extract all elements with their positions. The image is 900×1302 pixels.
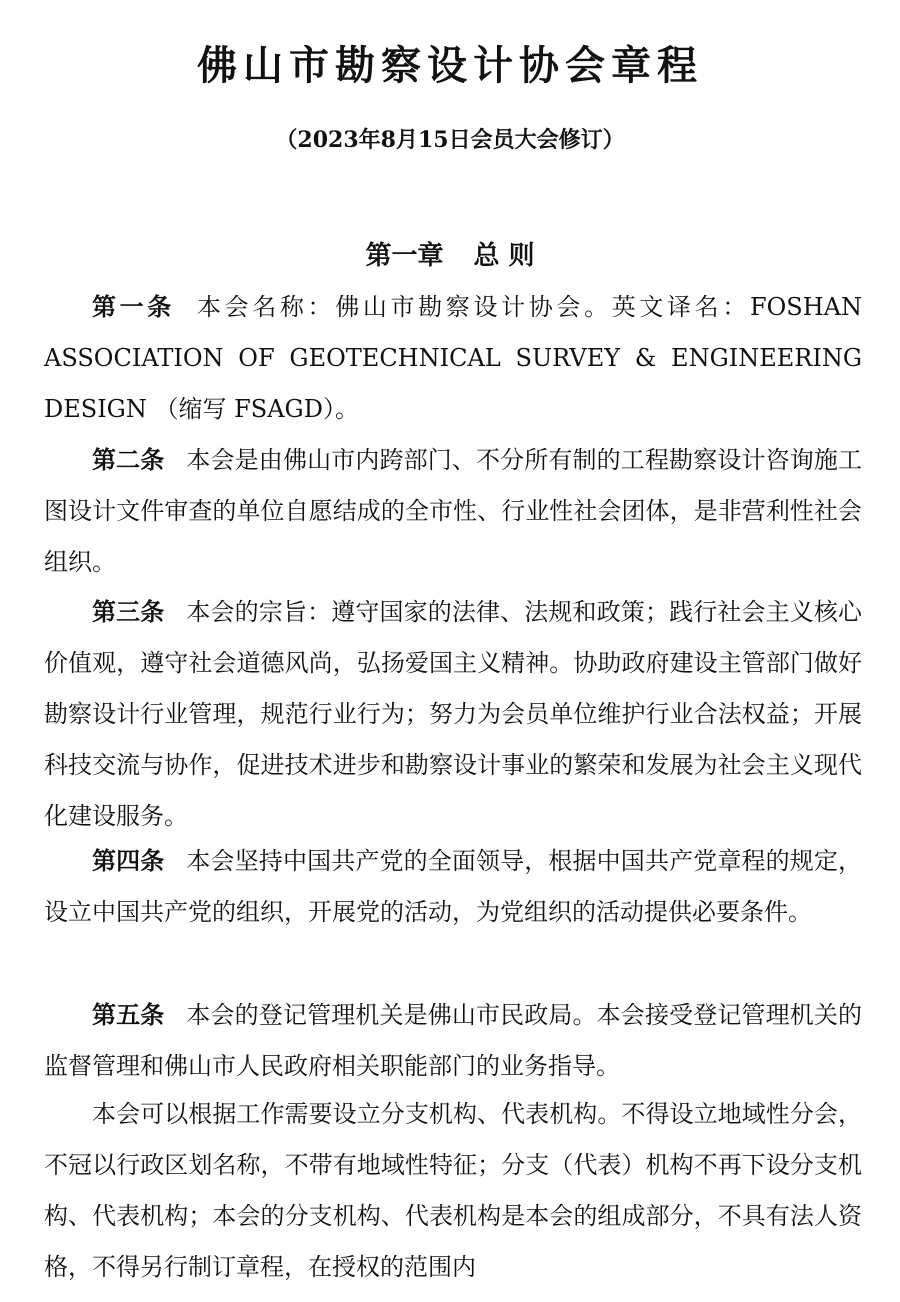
- article-text: 本会名称：佛山市勘察设计协会。英文译名：FOSHAN ASSOCIATION OF GEOTECHNICAL SURVEY & ENGINEERING DESIGN （缩写 FSAGD）。: [44, 293, 862, 423]
- article-5-paragraph: [44, 990, 862, 1092]
- article-number: 第四条: [92, 847, 165, 875]
- article-text: 本会坚持中国共产党的全面领导，根据中国共产党章程的规定，设立中国共产党的组织，开展党的活动，为党组织的活动提供必要条件。: [44, 847, 863, 926]
- article-2-paragraph: [44, 435, 862, 588]
- article-number: 第二条: [92, 446, 165, 474]
- article-text: 本会的宗旨：遵守国家的法律、法规和政策；践行社会主义核心价值观，遵守社会道德风尚，弘扬爱国主义精神。协助政府建设主管部门做好勘察设计行业管理，规范行业行为；努力为会员单位维护行业合法权益；开展科技交流与协作，促进技术进步和勘察设计事业的繁荣和发展为社会主义现代化建设服务。: [44, 598, 863, 830]
- article-number: 第五条: [92, 1001, 165, 1029]
- article-text: 本会的登记管理机关是佛山市民政局。本会接受登记管理机关的监督管理和佛山市人民政府相关职能部门的业务指导。: [44, 1001, 863, 1080]
- chapter-number: 第一章: [365, 241, 444, 271]
- paragraph-text: 本会可以根据工作需要设立分支机构、代表机构。不得设立地域性分会，不冠以行政区划名称，不带有地域性特征；分支（代表）机构不再下设分支机构、代表机构；本会的分支机构、代表机构是本会的组成部分，不具有法人资格，不得另行制订章程，在授权的范围内: [44, 1100, 862, 1281]
- chapter-name: 总 则: [473, 241, 535, 271]
- article-3-paragraph: [44, 587, 862, 842]
- article-text: 本会是由佛山市内跨部门、不分所有制的工程勘察设计咨询施工图设计文件审查的单位自愿结成的全市性、行业性社会团体，是非营利性社会组织。: [44, 446, 863, 576]
- document-subtitle: （2023年8月15日会员大会修订）: [275, 127, 625, 153]
- article-4-paragraph: [44, 836, 862, 938]
- article-1-paragraph: [44, 282, 862, 435]
- article-number: 第三条: [92, 598, 165, 626]
- continuation-paragraph: [44, 1089, 862, 1293]
- document-title: 佛山市勘察设计协会章程: [197, 43, 703, 89]
- chapter-heading: [0, 236, 900, 276]
- article-number: 第一条: [92, 293, 175, 321]
